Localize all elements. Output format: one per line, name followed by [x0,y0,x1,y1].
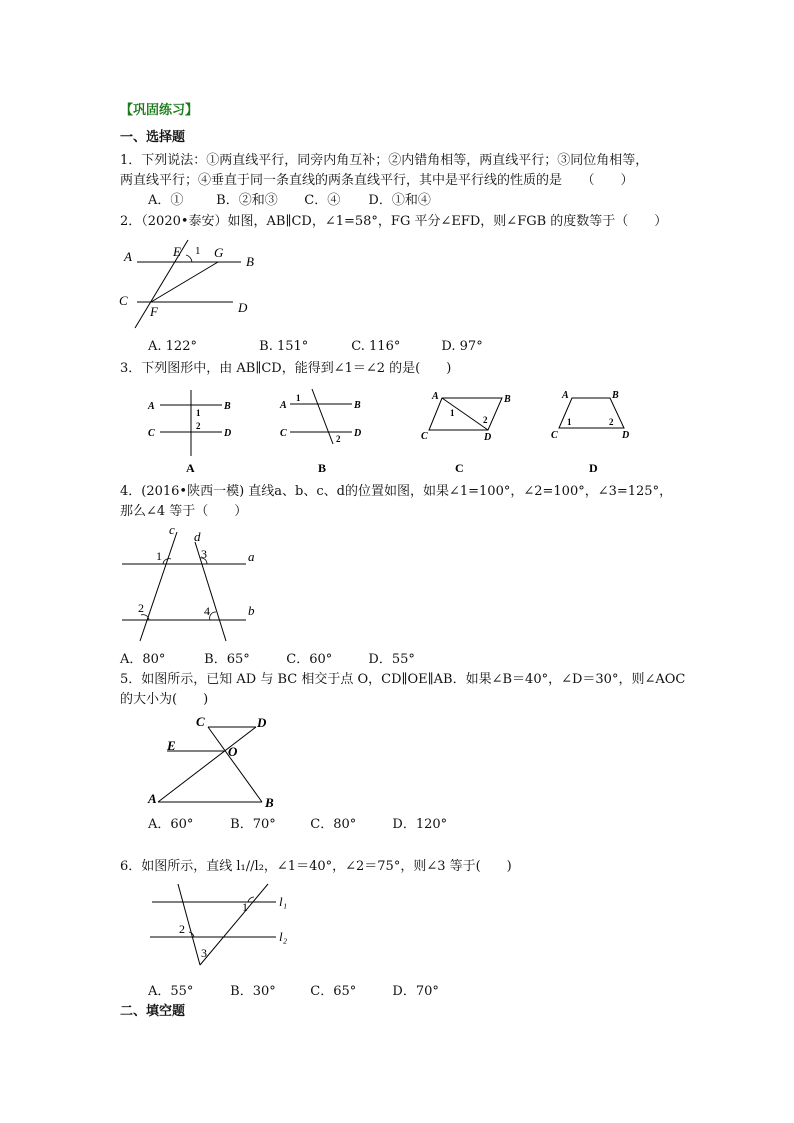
option-d[interactable]: D．120° [392,817,448,832]
option-a[interactable]: A．55° [148,984,194,999]
section-title: 【巩固练习】 [120,103,199,118]
svg-text:1: 1 [242,900,248,914]
svg-text:c: c [169,522,175,537]
question-1-text: 1．下列说法：①两直线平行，同旁内角互补；②内错角相等，两直线平行；③同位角相等， [120,153,649,168]
option-a[interactable]: A．① [148,193,184,208]
label-f: F [150,304,158,319]
question-5-text-cont: 的大小为( ) [120,692,209,707]
svg-text:3: 3 [201,946,207,960]
svg-text:d: d [194,529,201,544]
option-c[interactable]: C. 116° [351,339,401,354]
svg-text:D: D [257,715,267,730]
option-c[interactable]: C．60° [286,652,333,667]
option-b[interactable]: B．30° [230,984,276,999]
svg-text:A: A [432,391,439,402]
svg-text:1: 1 [450,408,455,418]
section-heading-fill: 二、填空题 [120,1004,186,1019]
option-b[interactable]: B．70° [230,817,276,832]
option-b[interactable]: B．65° [204,652,250,667]
label-angle-1: 1 [195,245,201,257]
svg-text:D: D [224,428,232,439]
svg-text:B: B [265,795,274,810]
figure-3a-caption: A [186,461,195,475]
svg-text:b: b [248,603,255,618]
label-c: C [119,293,128,308]
option-d[interactable]: D．70° [392,984,439,999]
question-2-text: 2．（2020•泰安）如图，AB∥CD，∠1=58°，FG 平分∠EFD，则∠FGB 的度数等于（ ） [120,214,668,229]
svg-text:B: B [354,400,361,411]
option-d[interactable]: D．①和④ [368,193,431,208]
svg-text:1: 1 [196,408,201,418]
question-4-text-cont: 那么∠4 等于（ ） [120,504,248,519]
svg-text:3: 3 [201,547,207,561]
svg-text:a: a [248,549,255,564]
svg-text:D: D [484,432,492,443]
svg-text:A: A [148,791,157,806]
svg-text:1: 1 [296,393,301,403]
svg-text:l₁: l₁ [279,894,288,909]
svg-text:E: E [167,738,176,753]
svg-text:2: 2 [483,415,488,425]
svg-text:2: 2 [609,417,614,427]
figure-3c-caption: C [455,461,464,475]
svg-text:2: 2 [179,922,185,936]
section-heading-choice: 一、选择题 [120,130,186,145]
option-c[interactable]: C．65° [310,984,357,999]
option-a[interactable]: A．80° [120,652,166,667]
svg-text:D: D [354,428,362,439]
label-b: B [246,254,254,269]
option-a[interactable]: A．60° [148,817,194,832]
option-a[interactable]: A. 122° [148,339,197,354]
svg-text:1: 1 [567,417,572,427]
label-e: E [173,244,181,259]
question-6-options [148,984,439,1000]
svg-text:2: 2 [196,421,201,431]
svg-text:B: B [504,394,511,405]
svg-text:C: C [196,714,205,729]
svg-text:1: 1 [156,549,162,563]
question-3-text: 3．下列图形中，由 AB∥CD，能得到∠1＝∠2 的是( ) [120,361,452,376]
label-g: G [214,245,224,260]
svg-text:A: A [280,400,287,411]
option-b[interactable]: B. 151° [259,339,309,354]
svg-text:A: A [148,401,155,412]
question-5-text: 5．如图所示，已知 AD 与 BC 相交于点 O，CD∥OE∥AB．如果∠B＝40°，∠D＝30°，则∠AOC [120,672,686,687]
svg-text:B: B [612,390,619,401]
question-4-text: 4．(2016•陕西一模) 直线a、b、c、d的位置如图，如果∠1=100°，∠2=100°，∠3=125°， [120,484,673,499]
option-b[interactable]: B．②和③ [216,193,278,208]
svg-text:C: C [421,431,428,442]
option-c[interactable]: C．80° [310,817,357,832]
svg-text:A: A [562,390,569,401]
figure-3b-caption: B [318,461,327,475]
label-a: A [124,249,132,264]
svg-text:D: D [622,430,630,441]
question-1-text-cont: 两直线平行；④垂直于同一条直线的两条直线平行，其中是平行线的性质的是 （ ） [120,173,634,188]
svg-text:O: O [228,744,238,759]
svg-text:4: 4 [204,604,210,618]
figure-3d-caption: D [589,461,598,475]
svg-text:C: C [280,428,287,439]
option-c[interactable]: C．④ [304,193,341,208]
svg-text:2: 2 [138,601,144,615]
svg-text:l₂: l₂ [279,929,288,944]
label-d: D [238,300,248,315]
option-d[interactable]: D．55° [368,652,415,667]
svg-text:2: 2 [336,434,341,444]
svg-text:B: B [224,401,231,412]
svg-text:C: C [148,428,155,439]
svg-text:C: C [551,430,558,441]
question-6-text: 6．如图所示，直线 l₁//l₂，∠1＝40°，∠2＝75°，则∠3 等于( ) [120,859,512,874]
option-d[interactable]: D. 97° [441,339,483,354]
